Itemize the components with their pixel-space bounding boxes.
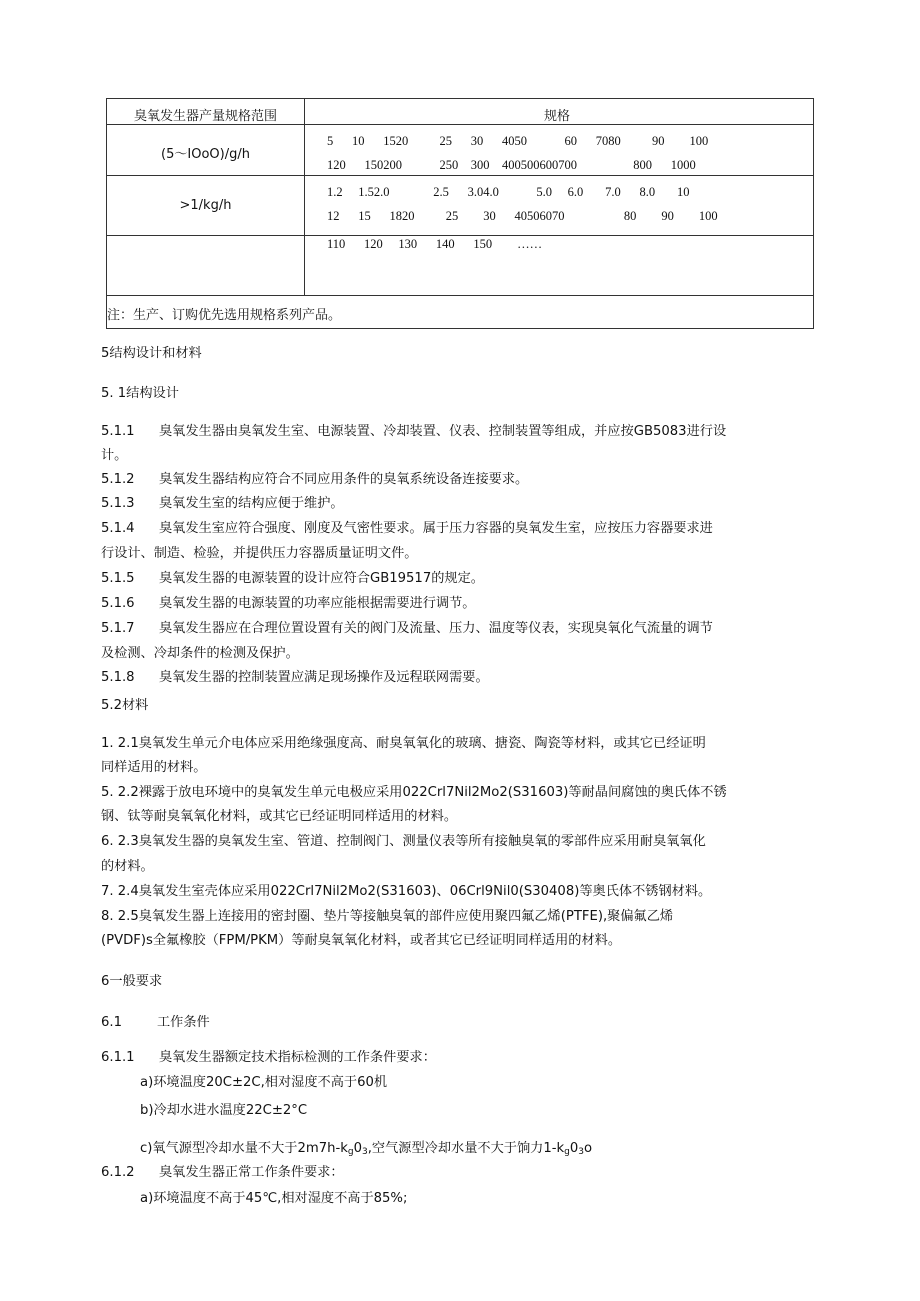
clause-text: 钢、钛等耐臭氧氧化材料，或其它已经证明同样适用的材料。 — [101, 809, 458, 824]
table-header-spec: 规格 — [544, 109, 571, 124]
table-row-range: (5～IOoO)/g/h — [161, 147, 250, 162]
clause-number: 5.1.5 — [101, 571, 135, 586]
clause-number: 6.1.1 — [101, 1050, 135, 1065]
clause-text: 臭氧发生室的结构应便于维护。 — [159, 496, 344, 511]
section-heading: 6一般要求 — [101, 974, 163, 989]
clause-number: 5.1.2 — [101, 472, 135, 487]
condition-subscript: 3 — [578, 1147, 584, 1157]
condition-item: a)环境温度不高于45℃,相对湿度不高于85%; — [140, 1191, 408, 1206]
spec-table — [106, 98, 814, 329]
clause-text: 6. 2.3臭氧发生器的臭氧发生室、管道、控制阀门、测量仪表等所有接触臭氧的零部件应采用耐臭氧氧化 — [101, 834, 706, 849]
section-heading: 5.2材料 — [101, 698, 149, 713]
clause-text: 臭氧发生器由臭氧发生室、电源装置、冷却装置、仪表、控制装置等组成，并应按GB5083进行设 — [159, 424, 727, 439]
table-note: 注：生产、订购优先选用规格系列产品。 — [107, 308, 342, 323]
table-header-range: 臭氧发生器产量规格范围 — [133, 109, 277, 124]
clause-number: 6.1 — [101, 1015, 122, 1030]
clause-number: 6.1.2 — [101, 1165, 135, 1180]
clause-text: 臭氧发生器结构应符合不同应用条件的臭氧系统设备连接要求。 — [159, 472, 529, 487]
section-heading: 工作条件 — [157, 1015, 210, 1030]
clause-text: 臭氧发生器正常工作条件要求： — [159, 1165, 344, 1180]
condition-text: 0 — [569, 1141, 579, 1156]
condition-item — [140, 1140, 592, 1161]
table-divider — [304, 99, 305, 295]
clause-text: 的材料。 — [101, 859, 154, 874]
clause-text: (PVDF)s全氟橡胶（FPM/PKM）等耐臭氧氧化材料，或者其它已经证明同样适用的材料。 — [101, 933, 622, 948]
table-row-values: 5 10 1520 25 30 4050 60 7080 90 100 — [327, 134, 709, 148]
table-rule — [107, 124, 813, 125]
condition-item: a)环境温度20C±2C,相对湿度不高于60机 — [140, 1075, 388, 1090]
table-row-values: 120 150200 250 300 400500600700 800 1000 — [327, 158, 696, 172]
table-rule — [107, 175, 813, 176]
table-rule — [107, 235, 813, 236]
condition-text: o — [583, 1141, 593, 1156]
clause-text: 计。 — [101, 448, 128, 463]
clause-number: 5.1.4 — [101, 521, 135, 536]
clause-text: 同样适用的材料。 — [101, 760, 207, 775]
condition-item: b)冷却水进水温度22C±2°C — [140, 1103, 308, 1118]
section-heading: 5结构设计和材料 — [101, 346, 202, 361]
table-row-values: 110 120 130 140 150 …… — [327, 237, 543, 251]
table-rule — [107, 295, 813, 296]
clause-text: 臭氧发生器的控制装置应满足现场操作及远程联网需要。 — [159, 670, 489, 685]
clause-number: 5.1.7 — [101, 621, 135, 636]
clause-text: 臭氧发生器额定技术指标检测的工作条件要求： — [159, 1050, 436, 1065]
clause-number: 5.1.6 — [101, 596, 135, 611]
table-row-values: 12 15 1820 25 30 40506070 80 90 100 — [327, 209, 718, 223]
condition-text: ,空气源型冷却水量不大于饷力1-k — [367, 1141, 565, 1156]
clause-text: 5. 2.2裸露于放电环境中的臭氧发生单元电极应采用022Crl7Nil2Mo2(S31603)等耐晶间腐蚀的奥氏体不锈 — [101, 785, 727, 800]
clause-text: 1. 2.1臭氧发生单元介电体应采用绝缘强度高、耐臭氧氧化的玻璃、搪瓷、陶瓷等材料，或其它已经证明 — [101, 736, 706, 751]
table-row-values: 1.2 1.52.0 2.5 3.04.0 5.0 6.0 7.0 8.0 10 — [327, 185, 690, 199]
clause-text: 8. 2.5臭氧发生器上连接用的密封圈、垫片等接触臭氧的部件应使用聚四氟乙烯(PTFE),聚偏氟乙烯 — [101, 909, 674, 924]
clause-text: 7. 2.4臭氧发生室壳体应采用022Crl7Nil2Mo2(S31603)、06Crl9Nil0(S30408)等奥氏体不锈钢材料。 — [101, 884, 712, 899]
clause-number: 5.1.3 — [101, 496, 135, 511]
clause-number: 5.1.1 — [101, 424, 135, 439]
clause-text: 臭氧发生室应符合强度、刚度及气密性要求。属于压力容器的臭氧发生室，应按压力容器要求进 — [159, 521, 713, 536]
clause-text: 及检测、冷却条件的检测及保护。 — [101, 646, 299, 661]
clause-text: 臭氧发生器应在合理位置设置有关的阀门及流量、压力、温度等仪表，实现臭氧化气流量的调节 — [159, 621, 713, 636]
clause-text: 行设计、制造、检验，并提供压力容器质量证明文件。 — [101, 546, 418, 561]
condition-text: c)氧气源型冷却水量不大于2m7h-k — [140, 1141, 348, 1156]
condition-text: 0 — [353, 1141, 362, 1156]
clause-text: 臭氧发生器的电源装置的设计应符合GB19517的规定。 — [159, 571, 484, 586]
section-heading: 5. 1结构设计 — [101, 386, 179, 401]
condition-subscript: g — [347, 1147, 354, 1157]
condition-subscript: 3 — [361, 1147, 368, 1157]
condition-subscript: g — [564, 1147, 570, 1157]
clause-number: 5.1.8 — [101, 670, 135, 685]
clause-text: 臭氧发生器的电源装置的功率应能根据需要进行调节。 — [159, 596, 476, 611]
table-row-range: >1/kg/h — [179, 198, 232, 213]
